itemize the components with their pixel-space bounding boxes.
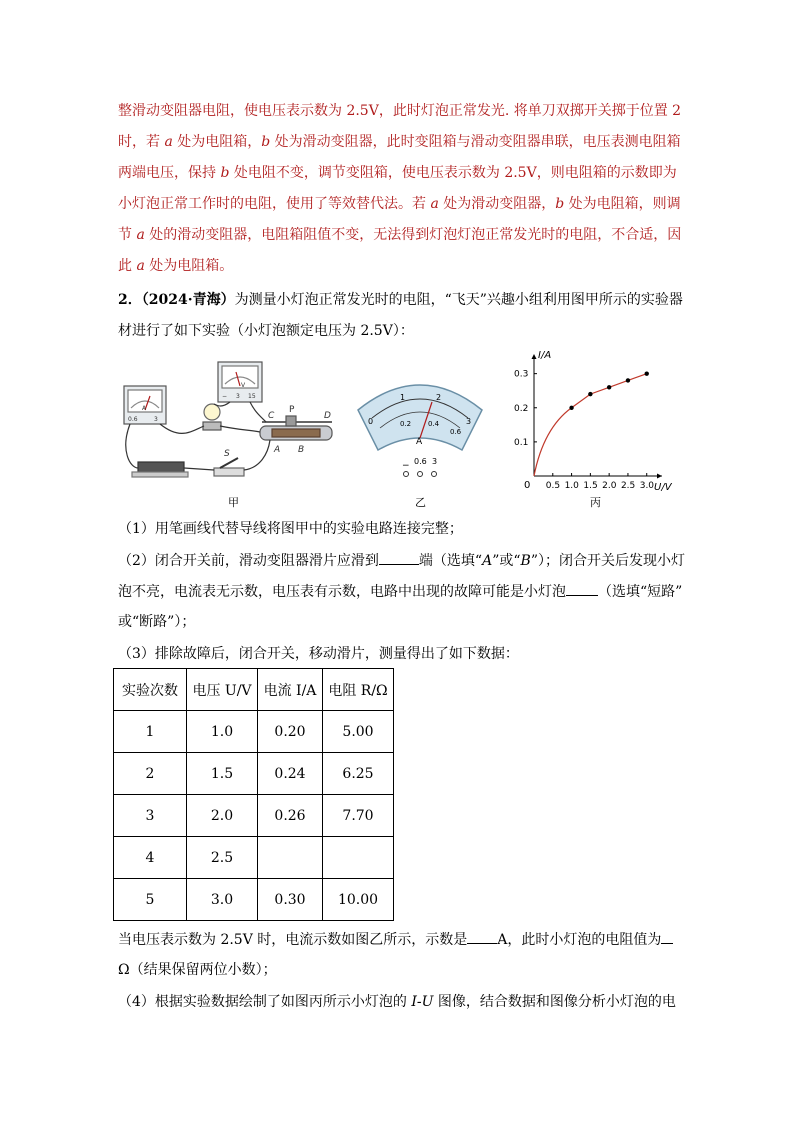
question-text: 为测量小灯泡正常发光时的电阻，“飞天”兴趣小组利用图甲所示的实验器 [234, 292, 683, 308]
table-cell: 5.00 [323, 711, 394, 753]
label-C: C [268, 411, 275, 421]
voltmeter-face-label: V [241, 382, 246, 389]
table-header: 电压 U/V [187, 669, 258, 711]
table-cell: 2 [114, 753, 187, 795]
table-cell: 0.24 [258, 753, 323, 795]
answer-blank[interactable] [661, 929, 673, 944]
text: 处的滑动变阻器，电阻箱阻值不变，无法得到灯泡灯泡正常发光时的电阻，不合适，因 [144, 227, 682, 243]
var-a: a [136, 258, 145, 274]
figure-label-jia: 甲 [228, 496, 239, 509]
text: 小灯泡正常工作时的电阻，使用了等效替代法。若 [118, 196, 431, 212]
y-axis-arrow [532, 354, 537, 359]
sub-question-text: （3）排除故障后，闭合开关，移动滑片，测量得出了如下数据： [118, 646, 519, 662]
dial-tick: 1 [400, 393, 406, 402]
option-A: A [482, 553, 493, 569]
data-point [626, 378, 630, 382]
table-cell: 4 [114, 837, 187, 879]
table-cell [258, 837, 323, 879]
dial-tick: 0.2 [400, 420, 412, 428]
text: ”）；闭合开关后发现小灯 [530, 553, 685, 569]
table-row [114, 879, 394, 921]
dial-tick: 3 [466, 417, 472, 426]
solution-line-5 [118, 225, 681, 245]
answer-blank[interactable] [379, 550, 419, 565]
voltmeter-terminal-label: 15 [248, 393, 256, 400]
table-cell: 3.0 [187, 879, 258, 921]
var-a: a [430, 196, 439, 212]
table-cell: 10.00 [323, 879, 394, 921]
sub-question-1 [118, 519, 463, 539]
text: 当电压表示数为 2.5V 时，电流示数如图乙所示，示数是 [118, 932, 468, 948]
data-point [588, 392, 592, 396]
table-cell: 2.0 [187, 795, 258, 837]
ammeter-dial [358, 385, 482, 477]
iu-curve [534, 374, 647, 476]
figure-svg [110, 350, 690, 510]
table-cell: 3 [114, 795, 187, 837]
rheostat [260, 405, 332, 455]
solution-line-3 [118, 163, 677, 183]
bulb [203, 404, 221, 430]
table-cell: 1.0 [187, 711, 258, 753]
sub-question-2-line-3 [118, 612, 195, 632]
text: 时，若 [118, 134, 165, 150]
sub-question-text: 或“断路”）； [118, 614, 196, 630]
solution-line-4 [118, 194, 681, 214]
text: 处为电阻箱， [172, 134, 262, 150]
origin-label: 0 [524, 480, 531, 491]
var-b: b [220, 165, 230, 181]
table-header-row [114, 669, 394, 711]
text: 处为滑动变阻器，此时变阻箱与滑动变阻器串联，电压表测电阻箱 [270, 134, 681, 150]
question-2-line-1 [118, 290, 683, 310]
text: A，此时小灯泡的电阻值为 [497, 932, 662, 948]
y-tick-label: 0.1 [514, 437, 529, 448]
voltmeter-terminal-label: 3 [236, 393, 240, 400]
question-text: 材进行了如下实验（小灯泡额定电压为 2.5V）： [118, 323, 414, 339]
ammeter-face-label: A [142, 405, 147, 412]
table-header: 电阻 R/Ω [323, 669, 394, 711]
dial-tick: 0.4 [428, 420, 440, 428]
option-B: B [520, 553, 531, 569]
after-table-line-2 [118, 960, 277, 980]
table-row [114, 711, 394, 753]
text: 此 [118, 258, 137, 274]
solution-line-1 [118, 101, 681, 121]
terminal-label: − [402, 461, 410, 471]
battery [132, 462, 188, 477]
label-B: B [298, 445, 305, 455]
text: （4）根据实验数据绘制了如图丙所示小灯泡的 [118, 994, 412, 1010]
table-header: 实验次数 [114, 669, 187, 711]
dial-unit: A [416, 437, 423, 447]
figure-label-bing: 丙 [590, 496, 601, 509]
table-cell: 5 [114, 879, 187, 921]
x-tick-label: 1.0 [564, 481, 579, 491]
table-cell: 2.5 [187, 837, 258, 879]
x-axis-label: U/V [654, 482, 672, 493]
x-tick-label: 3.0 [639, 481, 655, 491]
sub-question-4 [118, 992, 676, 1012]
table-cell: 6.25 [323, 753, 394, 795]
table-header: 电流 I/A [258, 669, 323, 711]
ammeter [124, 386, 166, 424]
solution-line-6 [118, 256, 233, 276]
label-P: P [289, 405, 295, 415]
x-tick-label: 0.5 [545, 481, 561, 491]
y-tick-label: 0.3 [514, 369, 529, 380]
dial-tick: 0 [368, 417, 374, 426]
ammeter-terminal-label: 3 [154, 416, 158, 423]
x-axis-arrow [657, 474, 662, 479]
sub-question-2-line-2 [118, 581, 682, 602]
figure-area [110, 350, 690, 510]
y-axis-label: I/A [538, 350, 552, 361]
text: 处电阻不变，调节变阻箱，使电压表示数为 2.5V，则电阻箱的示数即为 [229, 165, 677, 181]
label-D: D [324, 411, 331, 421]
label-A: A [274, 445, 281, 455]
x-tick-label: 2.5 [620, 481, 636, 491]
data-point [607, 385, 611, 389]
dial-tick: 0.6 [450, 428, 462, 436]
after-table-line-1 [118, 929, 673, 950]
var-a: a [136, 227, 145, 243]
x-tick-label: 2.0 [602, 481, 617, 491]
terminal-label: 0.6 [414, 457, 427, 466]
var-b: b [261, 134, 271, 150]
text: （2）闭合开关前，滑动变阻器滑片应滑到 [118, 553, 379, 569]
var-a: a [164, 134, 173, 150]
table-row [114, 795, 394, 837]
table-cell: 0.26 [258, 795, 323, 837]
question-2-line-2 [118, 321, 414, 341]
data-table [113, 668, 394, 921]
var-b: b [555, 196, 565, 212]
text: ”或“ [492, 553, 521, 569]
text: （选填“短路” [598, 584, 683, 600]
text: 端（选填“ [418, 553, 483, 569]
question-number: 2． [118, 292, 142, 308]
voltmeter-terminal-label: − [222, 393, 228, 400]
graph-name: I-U [411, 994, 434, 1010]
x-tick-label: 1.5 [583, 481, 598, 491]
sub-question-3 [118, 644, 519, 664]
table-row [114, 837, 394, 879]
text: 处为电阻箱，则调 [564, 196, 681, 212]
iu-chart [514, 350, 673, 493]
table-cell: 0.30 [258, 879, 323, 921]
text: 两端电压，保持 [118, 165, 221, 181]
label-S: S [224, 449, 230, 459]
text: 处为电阻箱。 [144, 258, 234, 274]
text: Ω（结果保留两位小数）； [118, 962, 277, 978]
switch [214, 449, 244, 476]
text: 图像，结合数据和图像分析小灯泡的电 [433, 994, 676, 1010]
circuit-diagram [124, 362, 332, 477]
text: 泡不亮，电流表无示数，电压表有示数，电路中出现的故障可能是小灯泡 [118, 584, 566, 600]
question-source: （2024·青海） [141, 292, 235, 308]
answer-blank[interactable] [467, 929, 497, 944]
sub-question-text: （1）用笔画线代替导线将图甲中的实验电路连接完整； [118, 521, 463, 537]
data-point [645, 371, 649, 375]
text: 处为滑动变阻器， [438, 196, 556, 212]
data-point [569, 406, 573, 410]
ammeter-terminal-label: 0.6 [128, 416, 138, 423]
dial-tick: 2 [436, 393, 442, 402]
figure-label-yi: 乙 [415, 496, 426, 509]
y-tick-label: 0.2 [514, 403, 529, 414]
text: 节 [118, 227, 137, 243]
table-cell: 0.20 [258, 711, 323, 753]
solution-text: 整滑动变阻器电阻，使电压表示数为 2.5V，此时灯泡正常发光. 将单刀双掷开关掷于位置 2 [118, 103, 682, 119]
terminal-label: 3 [432, 457, 438, 466]
table-cell: 1.5 [187, 753, 258, 795]
table-cell: 7.70 [323, 795, 394, 837]
table-row [114, 753, 394, 795]
sub-question-2-line-1 [118, 550, 685, 571]
solution-line-2 [118, 132, 681, 152]
table-cell [323, 837, 394, 879]
table-cell: 1 [114, 711, 187, 753]
answer-blank[interactable] [566, 581, 598, 596]
voltmeter [218, 362, 262, 402]
